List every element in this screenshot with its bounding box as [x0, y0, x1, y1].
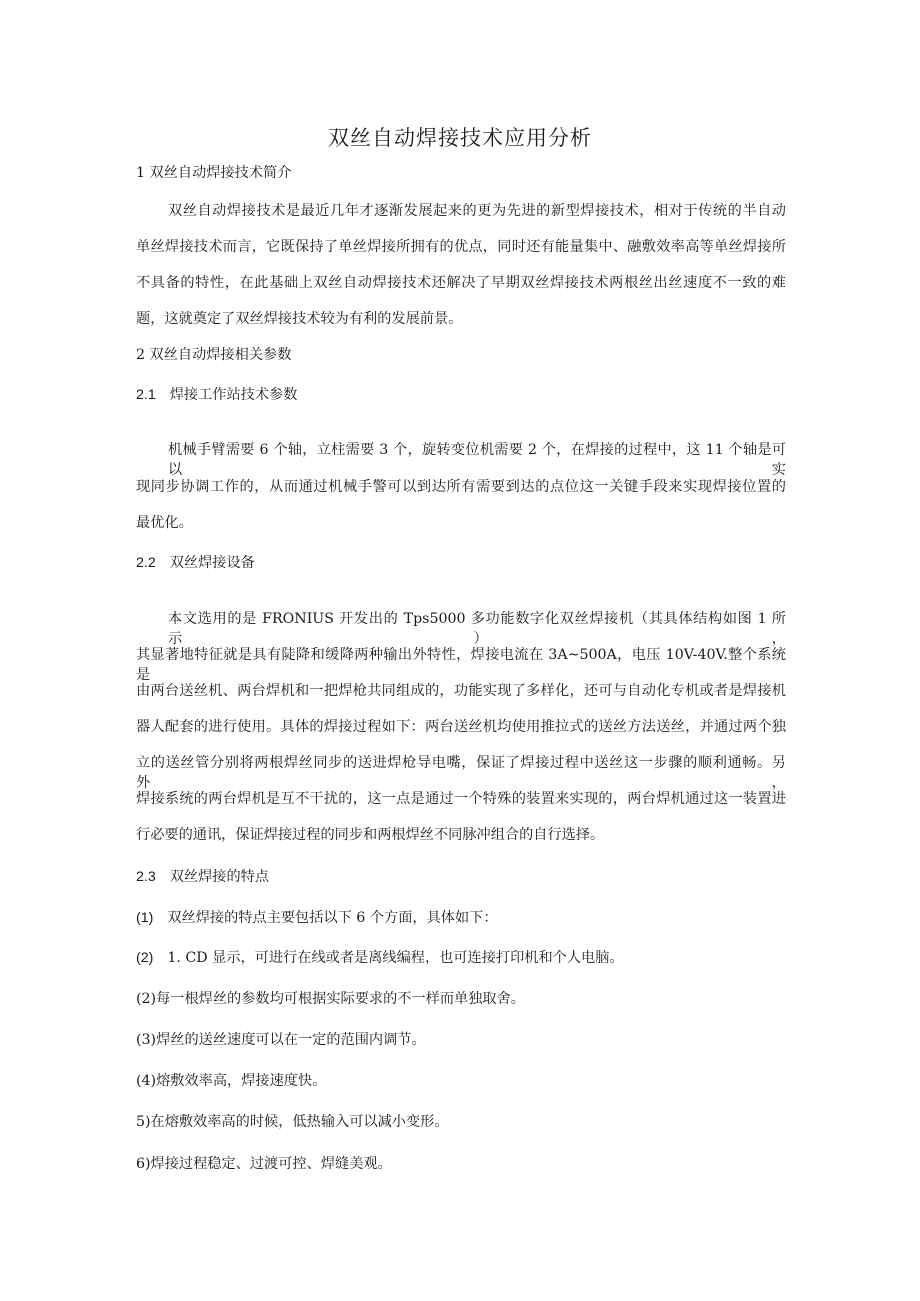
list-marker: (1) [136, 910, 154, 926]
section-1-paragraph-line: 不具备的特性，在此基础上双丝自动焊接技术还解决了早期双丝焊接技术两根丝出丝速度不一致的难 [136, 275, 786, 291]
subsection-number: 2.3 [136, 869, 156, 885]
subsection-title: 双丝焊接设备 [169, 555, 255, 571]
subsection-2-2-heading [136, 553, 786, 573]
list-item-text: 1. CD 显示，可进行在线或者是离线编程，也可连接打印机和个人电脑。 [167, 950, 624, 966]
section-1-paragraph-line: 题，这就奠定了双丝焊接技术较为有利的发展前景。 [136, 311, 463, 327]
section-2-heading: 2 双丝自动焊接相关参数 [136, 347, 292, 363]
subsection-number: 2.2 [136, 555, 156, 571]
subsection-2-1-paragraph-line: 机械手臂需要 6 个轴，立柱需要 3 个，旋转变位机需要 2 个，在焊接的过程中，这 11 个轴是可以实 [168, 442, 786, 478]
subsection-2-2-paragraph-line: 器人配套的进行使用。具体的焊接过程如下：两台送丝机均使用推拉式的送丝方法送丝，并通过两个独 [136, 719, 786, 735]
subsection-2-2-paragraph-line: 由两台送丝机、两台焊机和一把焊枪共同组成的，功能实现了多样化，还可与自动化专机或者是焊接机 [136, 683, 786, 699]
subsection-number: 2.1 [136, 387, 156, 403]
section-1-paragraph-line: 双丝自动焊接技术是最近几年才逐渐发展起来的更为先进的新型焊接技术，相对于传统的半自动 [168, 203, 786, 219]
feature-list-item: (2)每一根焊丝的参数均可根据实际要求的不一样而单独取舍。 [136, 991, 525, 1007]
subsection-2-2-paragraph-line: 焊接系统的两台焊机是互不干扰的，这一点是通过一个特殊的装置来实现的，两台焊机通过这一装置进 [136, 791, 786, 807]
subsection-2-3-heading [136, 867, 786, 887]
subsection-2-2-paragraph-line: 本文选用的是 FRONIUS 开发出的 Tps5000 多功能数字化双丝焊接机（其具体结构如图 1 所示）， [168, 611, 786, 647]
subsection-title: 焊接工作站技术参数 [169, 387, 298, 403]
document-title: 双丝自动焊接技术应用分析 [328, 126, 592, 150]
section-1-heading: 1 双丝自动焊接技术简介 [136, 165, 292, 181]
feature-list-item: (4)熔敷效率高，焊接速度快。 [136, 1073, 327, 1089]
feature-list-item: (3)焊丝的送丝速度可以在一定的范围内调节。 [136, 1032, 426, 1048]
feature-list-item [136, 908, 786, 928]
list-marker: (2) [136, 950, 154, 966]
feature-list-item: 5)在熔敷效率高的时候，低热输入可以减小变形。 [136, 1114, 449, 1130]
list-item-text: 双丝焊接的特点主要包括以下 6 个方面，具体如下： [167, 910, 498, 926]
subsection-2-1-paragraph-line: 最优化。 [136, 515, 193, 531]
subsection-2-2-paragraph-line: 其显著地特征就是具有陡降和缓降两种输出外特性，焊接电流在 3A~500A，电压 10V-40V.整个系统是 [136, 647, 786, 683]
feature-list-item: 6)焊接过程稳定、过渡可控、焊缝美观。 [136, 1156, 392, 1172]
subsection-2-1-paragraph-line: 现同步协调工作的，从而通过机械手警可以到达所有需要到达的点位这一关键手段来实现焊接位置的 [136, 479, 786, 495]
subsection-title: 双丝焊接的特点 [169, 869, 270, 885]
feature-list-item [136, 948, 786, 968]
subsection-2-2-paragraph-line: 立的送丝管分别将两根焊丝同步的送进焊枪导电嘴，保证了焊接过程中送丝这一步骤的顺利通畅。另外， [136, 755, 786, 791]
subsection-2-1-heading [136, 385, 786, 405]
section-1-paragraph-line: 单丝焊接技术而言，它既保持了单丝焊接所拥有的优点，同时还有能量集中、融敷效率高等单丝焊接所 [136, 239, 786, 255]
subsection-2-2-paragraph-line: 行必要的通讯，保证焊接过程的同步和两根焊丝不同脉冲组合的自行选择。 [136, 827, 605, 843]
